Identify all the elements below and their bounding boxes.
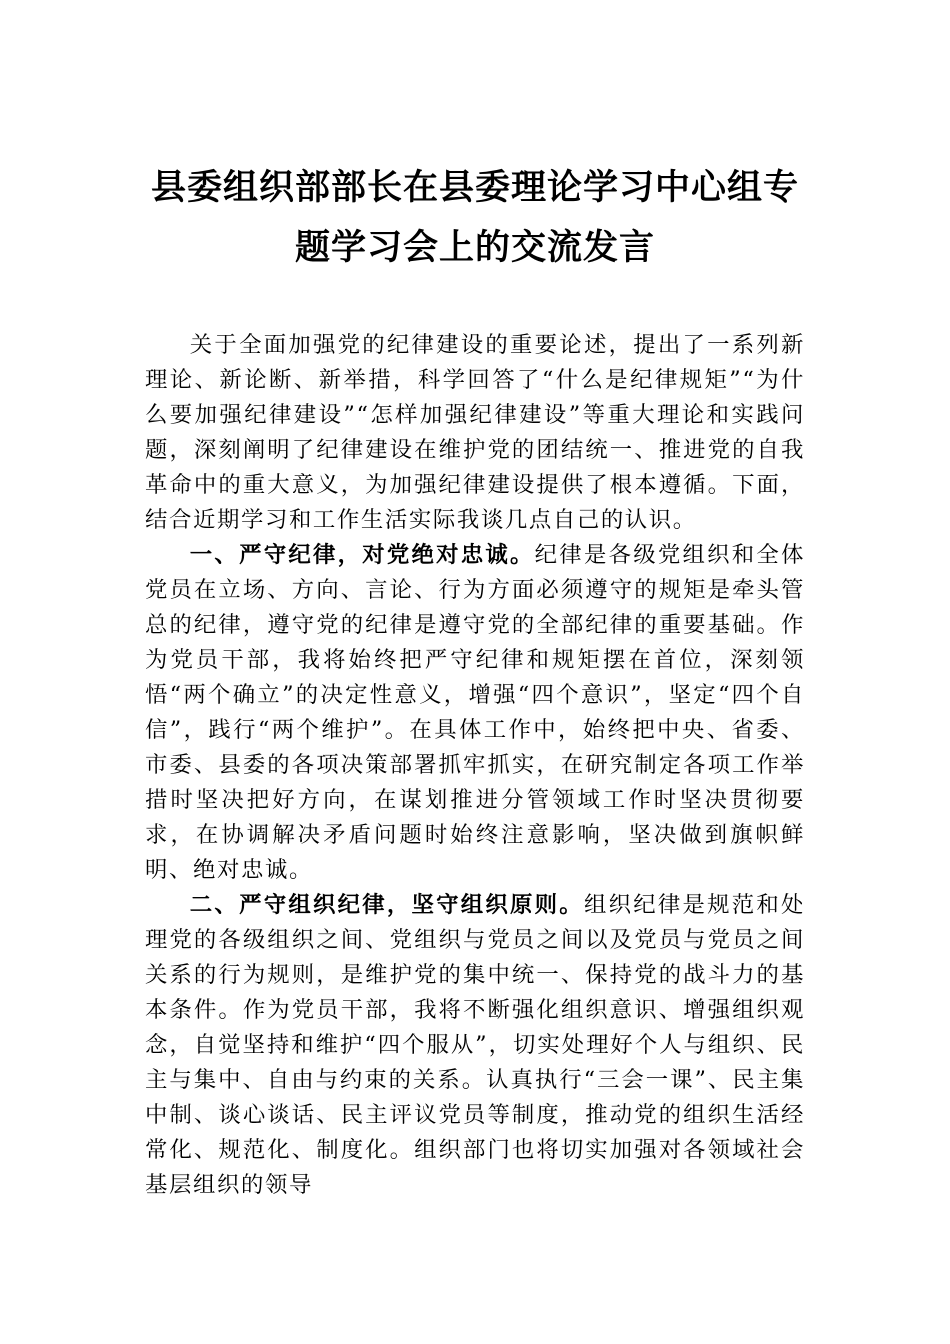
title-line-1: 县委组织部部长在县委理论学习中心组专 — [150, 167, 799, 208]
document-title — [140, 158, 810, 278]
paragraph-text: 组织纪律是规范和处理党的各级组织之间、党组织与党员之间以及党员与党员之间关系的行为规则，是维护党的集中统一、保持党的战斗力的基本条件。作为党员干部，我将不断强化组织意识、增强组织观念，自觉坚持和维护“四个服从”，切实处理好个人与组织、民主与集中、自由与约束的关系。认真执行“三会一课”、民主集中制、谈心谈话、民主评议党员等制度，推动党的组织生活经常化、规范化、制度化。组织部门也将切实加强对各领域社会基层组织的领导 — [145, 892, 805, 1198]
paragraph-text: 关于全面加强党的纪律建设的重要论述，提出了一系列新理论、新论断、新举措，科学回答了“什么是纪律规矩”“为什么要加强纪律建设”“怎样加强纪律建设”等重大理论和实践问题，深刻阐明了纪律建设在维护党的团结统一、推进党的自我革命中的重大意义，为加强纪律建设提供了根本遵循。下面，结合近期学习和工作生活实际我谈几点自己的认识。 — [145, 332, 805, 533]
section-heading-1: 一、严守纪律，对党绝对忠诚。 — [189, 542, 535, 568]
intro-paragraph — [145, 328, 805, 538]
section-paragraph-1 — [145, 538, 805, 888]
paragraph-text: 纪律是各级党组织和全体党员在立场、方向、言论、行为方面必须遵守的规矩是牵头管总的纪律，遵守党的纪律是遵守党的全部纪律的重要基础。作为党员干部，我将始终把严守纪律和规矩摆在首位，深刻领悟“两个确立”的决定性意义，增强“四个意识”，坚定“四个自信”，践行“两个维护”。在具体工作中，始终把中央、省委、市委、县委的各项决策部署抓牢抓实，在研究制定各项工作举措时坚决把好方向，在谋划推进分管领域工作时坚决贯彻要求，在协调解决矛盾问题时始终注意影响，坚决做到旗帜鲜明、绝对忠诚。 — [145, 542, 805, 883]
section-heading-2: 二、严守组织纪律，坚守组织原则。 — [189, 892, 584, 918]
title-line-2: 题学习会上的交流发言 — [294, 227, 655, 268]
section-paragraph-2 — [145, 888, 805, 1203]
document-body — [145, 328, 805, 1203]
